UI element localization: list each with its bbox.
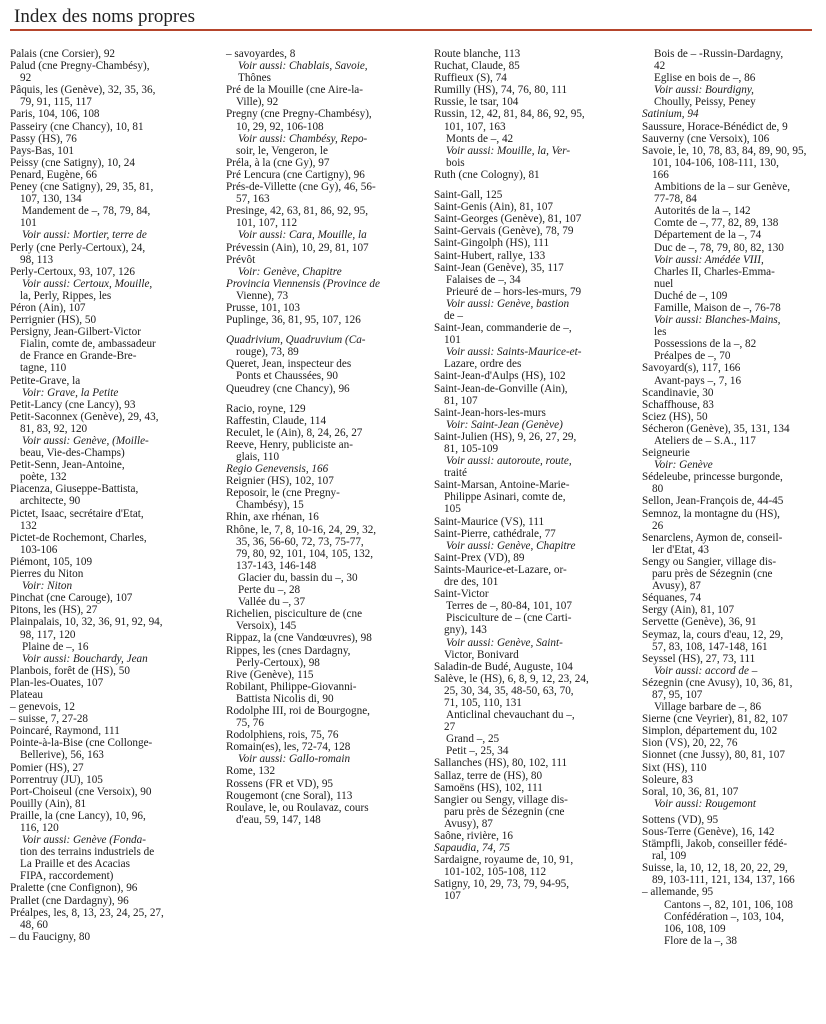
index-entry: Sangier ou Sengy, village dis- — [434, 793, 568, 806]
index-entry-continuation: Eglise en bois de –, 86 — [654, 72, 756, 85]
index-entry: Raffestin, Claude, 114 — [226, 414, 327, 427]
index-entry: Reeve, Henry, publiciste an- — [226, 438, 353, 451]
index-entry-continuation: 101 — [20, 217, 37, 230]
index-entry: Pinchat (cne Carouge), 107 — [10, 592, 133, 605]
index-entry: Piémont, 105, 109 — [10, 555, 93, 568]
index-entry: Simplon, département du, 102 — [642, 725, 778, 738]
index-entry-continuation: 137-143, 146-148 — [236, 559, 317, 572]
index-entry: Saladin-de Budé, Auguste, 104 — [434, 660, 573, 673]
index-entry-continuation: Cantons –, 82, 101, 106, 108 — [664, 898, 793, 911]
index-entry-continuation: Voir aussi: Genève, bastion — [446, 297, 570, 310]
index-entry: Saints-Maurice-et-Lazare, or- — [434, 563, 567, 576]
index-entry-continuation: Monts de –, 42 — [446, 132, 514, 145]
index-entry: Palais (cne Corsier), 92 — [10, 48, 116, 60]
index-entry: Sottens (VD), 95 — [642, 813, 719, 826]
index-entry-continuation: 57, 83, 108, 147-148, 161 — [652, 640, 768, 653]
index-entry: Savoyard(s), 117, 166 — [642, 362, 741, 375]
index-entry: Stämpfli, Jakob, conseiller fédé- — [642, 838, 788, 851]
index-entry-continuation: Glacier du, bassin du –, 30 — [238, 571, 358, 584]
index-entry: Richelien, pisciculture de (cne — [226, 608, 363, 621]
index-entry: Pâquis, les (Genève), 32, 35, 36, — [10, 84, 156, 97]
index-entry-continuation: Choully, Peissy, Peney — [654, 96, 756, 109]
index-entry: Pré de la Mouille (cne Aire-la- — [226, 84, 363, 97]
index-entry-continuation: Voir aussi: Genève, (Moille- — [22, 435, 149, 447]
index-entry: Pouilly (Ain), 81 — [10, 797, 87, 810]
index-entry-continuation: 87, 95, 107 — [652, 688, 703, 701]
index-entry-continuation: 166 — [652, 168, 669, 181]
index-entry: Sionnet (cne Jussy), 80, 81, 107 — [642, 749, 785, 762]
index-entry: – allemande, 95 — [642, 886, 714, 899]
index-entry-continuation: Terres de –, 80-84, 101, 107 — [446, 600, 572, 613]
index-entry: Saône, rivière, 16 — [434, 830, 513, 842]
index-entry: Samoëns (HS), 102, 111 — [434, 781, 543, 794]
index-entry-continuation: 92 — [20, 72, 32, 85]
index-entry: Provincia Viennensis (Province de — [226, 277, 380, 290]
index-entry-continuation: 81, 107 — [444, 394, 478, 407]
index-entry-continuation: Chambésy), 15 — [236, 499, 304, 512]
index-entry: Saussure, Horace-Bénédict de, 9 — [642, 120, 788, 133]
index-entry: Saint-Maurice (VS), 111 — [434, 515, 545, 528]
index-entry: Piacenza, Giuseppe-Battista, — [10, 483, 139, 496]
index-entry: Pré Lencura (cne Cartigny), 96 — [226, 168, 365, 181]
index-entry: Planbois, forêt de (HS), 50 — [10, 664, 130, 677]
index-entry-continuation: 71, 105, 110, 131 — [444, 696, 522, 709]
index-entry-continuation: Ponts et Chaussées, 90 — [236, 370, 338, 383]
index-entry: Prévôt — [226, 253, 256, 266]
index-entry-continuation: Voir: Niton — [22, 580, 73, 593]
index-entry-continuation: Voir aussi: Rougemont — [654, 797, 756, 810]
index-entry-continuation: bois — [446, 156, 465, 169]
index-entry: Queret, Jean, inspecteur des — [226, 358, 352, 371]
index-entry-continuation: Duché de –, 109 — [654, 289, 728, 302]
index-entry-continuation: 98, 117, 120 — [20, 628, 76, 641]
index-entry: Suisse, la, 10, 12, 18, 20, 22, 29, — [642, 862, 788, 875]
index-entry-continuation: Voir: Genève — [654, 459, 713, 472]
index-entry-continuation: Fialin, comte de, ambassadeur — [20, 338, 156, 351]
index-entry: Sierne (cne Veyrier), 81, 82, 107 — [642, 713, 788, 726]
index-entry: Saint-Julien (HS), 9, 26, 27, 29, — [434, 430, 577, 443]
index-entry: Petit-Lancy (cne Lancy), 93 — [10, 398, 136, 411]
index-entry: Sallanches (HS), 80, 102, 111 — [434, 757, 568, 770]
index-entry: Plan-les-Ouates, 107 — [10, 676, 104, 689]
index-entry-continuation: Voir aussi: Bouchardy, Jean — [22, 652, 148, 665]
index-entry-continuation: Bellerive), 56, 163 — [20, 749, 104, 762]
index-entry: Roulave, le, ou Roulavaz, cours — [226, 801, 369, 814]
index-entry-continuation: Grand –, 25 — [446, 733, 500, 746]
index-entry-continuation: 106, 108, 109 — [664, 922, 726, 935]
index-entry-continuation: Voir aussi: Genève (Fonda- — [22, 834, 146, 847]
index-entry: Saint-Jean-d'Aulps (HS), 102 — [434, 370, 566, 383]
index-entry: Presinge, 42, 63, 81, 86, 92, 95, — [226, 205, 369, 218]
index-entry: Saint-Jean-de-Gonville (Ain), — [434, 382, 568, 395]
index-entry-continuation: Voir aussi: Cara, Mouille, la — [238, 229, 367, 242]
index-entry: Salève, le (HS), 6, 8, 9, 12, 23, 24, — [434, 672, 589, 685]
index-entry: Saint-Jean, commanderie de –, — [434, 322, 572, 335]
index-entry: Paris, 104, 106, 108 — [10, 108, 100, 121]
index-entry: Pictet-de Rochemont, Charles, — [10, 531, 147, 544]
index-entry: Rougemont (cne Soral), 113 — [226, 789, 353, 802]
index-entry-continuation: ler d'Etat, 43 — [652, 543, 710, 556]
index-entry-continuation: Avusy), 87 — [444, 817, 493, 830]
index-entry-continuation: Battista Nicolis di, 90 — [236, 692, 334, 705]
index-spacer — [434, 181, 632, 189]
index-entry: Sixt (HS), 110 — [642, 761, 707, 774]
title-rule — [10, 29, 812, 31]
index-entry: Seigneurie — [642, 447, 690, 460]
index-entry-continuation: Possessions de la –, 82 — [654, 338, 757, 351]
index-entry: Sellon, Jean-François de, 44-45 — [642, 495, 784, 508]
index-entry: Praille, la (cne Lancy), 10, 96, — [10, 809, 146, 822]
index-entry: Séquanes, 74 — [642, 592, 702, 605]
index-entry-continuation: dre des, 101 — [444, 576, 499, 589]
index-entry-continuation: Ateliers de – S.A., 117 — [654, 435, 756, 447]
index-entry: Sédeleube, princesse burgonde, — [642, 471, 783, 484]
index-entry: Saint-Victor — [434, 588, 489, 601]
index-entry: Saint-Gervais (Genève), 78, 79 — [434, 225, 574, 238]
index-entry: Soral, 10, 36, 81, 107 — [642, 785, 739, 798]
index-entry-continuation: La Praille et des Acacias — [20, 858, 130, 871]
index-entry: Penard, Eugène, 66 — [10, 168, 97, 181]
index-entry-continuation: les — [654, 326, 667, 339]
index-entry: Ruchat, Claude, 85 — [434, 60, 520, 73]
index-entry: Sion (VS), 20, 22, 76 — [642, 737, 738, 750]
index-entry: Péron (Ain), 107 — [10, 301, 86, 314]
index-entry-continuation: Flore de la –, 38 — [664, 934, 738, 947]
index-entry-continuation: de – — [444, 309, 463, 322]
index-entry: Prés-de-Villette (cne Gy), 46, 56- — [226, 181, 376, 194]
index-entry-continuation: Mandement de –, 78, 79, 84, — [22, 205, 151, 218]
index-entry: Pierres du Niton — [10, 568, 84, 581]
index-entry: Sengy ou Sangier, village dis- — [642, 555, 777, 568]
index-entry-continuation: Préalpes de –, 70 — [654, 350, 731, 363]
index-entry: Perly (cne Perly-Certoux), 24, — [10, 241, 146, 254]
index-entry-continuation: Charles II, Charles-Emma- — [654, 265, 775, 278]
index-entry: Satinium, 94 — [642, 108, 699, 121]
index-entry: Saint-Jean (Genève), 35, 117 — [434, 261, 564, 274]
index-entry: Sous-Terre (Genève), 16, 142 — [642, 826, 775, 838]
index-entry: Palud (cne Pregny-Chambésy), — [10, 60, 150, 73]
index-entry-continuation: traité — [444, 467, 467, 480]
index-entry-continuation: Département de la –, 74 — [654, 229, 762, 242]
index-entry: Pays-Bas, 101 — [10, 144, 75, 157]
index-entry: Rome, 132 — [226, 765, 276, 778]
index-entry-continuation: gny), 143 — [444, 624, 487, 637]
index-entry-continuation: 89, 103-111, 121, 134, 137, 166 — [652, 874, 795, 887]
index-entry: Route blanche, 113 — [434, 48, 521, 60]
index-entry: Robilant, Philippe-Giovanni- — [226, 680, 357, 693]
index-entry: Saint-Pierre, cathédrale, 77 — [434, 527, 556, 540]
index-entry: Reignier (HS), 102, 107 — [226, 475, 334, 488]
index-column-1 — [10, 48, 208, 943]
index-entry: Sardaigne, royaume de, 10, 91, — [434, 854, 574, 867]
index-entry: Rippes, les (cnes Dardagny, — [226, 644, 351, 657]
index-entry: Racio, royne, 129 — [226, 402, 306, 415]
index-entry-continuation: Voir aussi: Chablais, Savoie, — [238, 60, 368, 73]
index-entry: Rodolphe III, roi de Bourgogne, — [226, 704, 370, 717]
index-entry: Reposoir, le (cne Pregny- — [226, 487, 340, 500]
index-entry: Schaffhouse, 83 — [642, 398, 714, 411]
index-entry: Pregny (cne Pregny-Chambésy), — [226, 108, 372, 121]
index-entry: Rossens (FR et VD), 95 — [226, 777, 334, 790]
index-entry-continuation: 116, 120 — [20, 822, 59, 834]
index-entry-continuation: tion des terrains industriels de — [20, 846, 155, 859]
index-entry: Passy (HS), 76 — [10, 132, 77, 145]
index-entry: Sergy (Ain), 81, 107 — [642, 604, 735, 617]
index-entry-continuation: 57, 163 — [236, 193, 270, 206]
index-entry-continuation: 105 — [444, 503, 461, 516]
index-entry: Port-Choiseul (cne Versoix), 90 — [10, 785, 152, 798]
index-entry: Prusse, 101, 103 — [226, 301, 300, 314]
index-entry-continuation: 75, 76 — [236, 717, 264, 730]
index-entry: Puplinge, 36, 81, 95, 107, 126 — [226, 314, 361, 327]
index-entry-continuation: Ambitions de la – sur Genève, — [654, 181, 791, 194]
index-entry-continuation: 101 — [444, 334, 461, 347]
index-entry-continuation: Pisciculture de – (cne Carti- — [446, 612, 572, 625]
index-entry: Senarclens, Aymon de, conseil- — [642, 531, 783, 544]
index-entry: Reculet, le (Ain), 8, 24, 26, 27 — [226, 426, 363, 439]
index-entry-continuation: Falaises de –, 34 — [446, 273, 521, 286]
index-entry-continuation: 80 — [652, 483, 664, 496]
index-entry-continuation: Village barbare de –, 86 — [654, 701, 762, 714]
index-entry: Persigny, Jean-Gilbert-Victor — [10, 326, 141, 339]
index-entry: Préla, à la (cne Gy), 97 — [226, 156, 330, 169]
index-entry: Sauverny (cne Versoix), 106 — [642, 132, 770, 145]
index-entry: Scandinavie, 30 — [642, 386, 714, 399]
index-entry: Pointe-à-la-Bise (cne Collonge- — [10, 737, 153, 750]
index-entry: Pitons, les (HS), 27 — [10, 604, 98, 617]
index-entry-continuation: 79, 80, 92, 101, 104, 105, 132, — [236, 547, 374, 560]
index-entry: Seyssel (HS), 27, 73, 111 — [642, 652, 756, 665]
index-entry: – genevois, 12 — [10, 701, 75, 714]
index-entry: Ruth (cne Cologny), 81 — [434, 168, 540, 181]
index-entry-continuation: Prieuré de – hors-les-murs, 79 — [446, 285, 582, 298]
index-entry-continuation: Bois de – -Russin-Dardagny, — [654, 48, 784, 60]
index-entry: Regio Genevensis, 166 — [226, 463, 329, 476]
index-entry: Saint-Gall, 125 — [434, 189, 503, 202]
index-entry: Petite-Grave, la — [10, 374, 81, 387]
index-entry: Préalpes, les, 8, 13, 23, 24, 25, 27, — [10, 906, 164, 919]
index-entry: Rodolphiens, rois, 75, 76 — [226, 729, 339, 742]
index-entry-continuation: 101-102, 105-108, 112 — [444, 866, 547, 879]
index-entry-continuation: 107 — [444, 890, 461, 903]
index-entry: Queudrey (cne Chancy), 96 — [226, 382, 350, 395]
index-entry-continuation: Perte du –, 28 — [238, 584, 301, 597]
index-entry: Sézegnin (cne Avusy), 10, 36, 81, — [642, 676, 793, 689]
index-spacer — [226, 395, 424, 403]
index-entry-continuation: Voir aussi: Mortier, terre de — [22, 229, 147, 242]
index-column-2 — [226, 48, 424, 826]
index-entry: Saint-Georges (Genève), 81, 107 — [434, 213, 582, 226]
index-entry-continuation: Plaine de –, 16 — [22, 640, 89, 653]
index-entry: Rippaz, la (cne Vandœuvres), 98 — [226, 632, 372, 645]
index-entry: Perrignier (HS), 50 — [10, 314, 97, 327]
index-entry-continuation: Voir aussi: Chambésy, Repo- — [238, 132, 368, 145]
index-entry: Porrentruy (JU), 105 — [10, 773, 103, 786]
index-entry-continuation: 10, 29, 92, 106-108 — [236, 120, 324, 133]
index-entry-continuation: Lazare, ordre des — [444, 358, 522, 371]
index-entry-continuation: 25, 30, 34, 35, 48-50, 63, 70, — [444, 684, 574, 697]
index-entry: Peney (cne Satigny), 29, 35, 81, — [10, 181, 154, 194]
index-entry: Pralette (cne Confignon), 96 — [10, 882, 138, 895]
index-column-4 — [642, 48, 818, 947]
index-entry-continuation: Philippe Asinari, comte de, — [444, 491, 566, 504]
index-entry-continuation: Voir aussi: accord de – — [654, 664, 758, 677]
index-entry: Rhône, le, 7, 8, 10-16, 24, 29, 32, — [226, 523, 377, 536]
index-entry: Prallet (cne Dardagny), 96 — [10, 894, 129, 907]
index-entry-continuation: Voir aussi: Genève, Chapitre — [446, 539, 576, 552]
index-column-3 — [434, 48, 632, 903]
index-entry-continuation: la, Perly, Rippes, les — [20, 289, 112, 302]
index-entry-continuation: 101, 104-106, 108-111, 130, — [652, 156, 779, 169]
index-entry-continuation: Thônes — [238, 72, 271, 85]
index-entry-continuation: rouge), 73, 89 — [236, 346, 299, 359]
index-entry: – suisse, 7, 27-28 — [10, 713, 89, 726]
index-entry-continuation: Vienne), 73 — [236, 289, 289, 302]
index-entry-continuation: soir, le, Vengeron, le — [236, 144, 328, 157]
index-entry-continuation: Famille, Maison de –, 76-78 — [654, 301, 781, 314]
index-entry: – savoyardes, 8 — [226, 48, 296, 60]
index-entry-continuation: 42 — [654, 60, 666, 73]
index-entry-continuation: Voir aussi: Amédée VIII, — [654, 253, 764, 266]
index-entry-continuation: Anticlinal chevauchant du –, — [446, 709, 575, 722]
index-entry: Romain(es), les, 72-74, 128 — [226, 741, 351, 754]
index-entry-continuation: Ville), 92 — [236, 96, 279, 109]
index-entry: Saint-Marsan, Antoine-Marie- — [434, 479, 570, 492]
index-entry-continuation: 79, 91, 115, 117 — [20, 96, 92, 109]
index-entry-continuation: Voir aussi: Certoux, Mouille, — [22, 277, 153, 290]
index-entry: Servette (Genève), 36, 91 — [642, 616, 757, 629]
index-entry-continuation: glais, 110 — [236, 451, 280, 463]
index-entry: Prévessin (Ain), 10, 29, 81, 107 — [226, 241, 369, 254]
index-entry: Pictet, Isaac, secrétaire d'Etat, — [10, 507, 144, 520]
page-title: Index des noms propres — [14, 6, 195, 27]
index-entry-continuation: Voir aussi: autoroute, route, — [446, 455, 572, 468]
index-entry-continuation: Duc de –, 78, 79, 80, 82, 130 — [654, 241, 784, 254]
index-entry: – du Faucigny, 80 — [10, 930, 91, 943]
index-entry-continuation: FIPA, raccordement) — [20, 870, 114, 883]
index-entry-continuation: 101, 107, 112 — [236, 217, 298, 230]
index-entry-continuation: 98, 113 — [20, 253, 54, 266]
index-entry: Saint-Gingolph (HS), 111 — [434, 237, 550, 250]
index-entry-continuation: Autorités de la –, 142 — [654, 205, 751, 218]
index-entry: Rive (Genève), 115 — [226, 668, 314, 681]
index-entry: Rhin, axe rhénan, 16 — [226, 511, 319, 524]
index-entry: Quadrivium, Quadruvium (Ca- — [226, 334, 366, 347]
index-entry: Peissy (cne Satigny), 10, 24 — [10, 156, 135, 169]
index-entry: Satigny, 10, 29, 73, 79, 94-95, — [434, 878, 570, 891]
index-entry: Ruffieux (S), 74 — [434, 72, 507, 85]
index-entry: Saint-Prex (VD), 89 — [434, 551, 525, 564]
index-entry-continuation: 103-106 — [20, 543, 58, 556]
index-entry: Sapaudia, 74, 75 — [434, 842, 510, 855]
index-entry: Plateau — [10, 688, 43, 701]
index-entry-continuation: 132 — [20, 519, 37, 532]
index-entry-continuation: Voir: Saint-Jean (Genève) — [446, 418, 563, 431]
index-entry-continuation: Voir: Genève, Chapitre — [238, 265, 342, 278]
index-entry-continuation: Voir aussi: Bourdigny, — [654, 84, 754, 97]
index-entry: Sallaz, terre de (HS), 80 — [434, 769, 543, 782]
index-entry: Petit-Saconnex (Genève), 29, 43, — [10, 410, 159, 423]
index-entry-continuation: d'eau, 59, 147, 148 — [236, 813, 321, 826]
index-entry-continuation: Avusy), 87 — [652, 580, 701, 593]
index-entry-continuation: 27 — [444, 721, 456, 734]
index-entry: Saint-Hubert, rallye, 133 — [434, 249, 546, 262]
index-entry-continuation: Voir: Grave, la Petite — [22, 386, 119, 399]
index-entry: Saint-Genis (Ain), 81, 107 — [434, 201, 554, 214]
index-entry: Poincaré, Raymond, 111 — [10, 725, 120, 738]
index-entry-continuation: 107, 130, 134 — [20, 193, 82, 206]
index-entry: Petit-Senn, Jean-Antoine, — [10, 459, 125, 472]
index-entry-continuation: Victor, Bonivard — [444, 648, 519, 661]
index-entry-continuation: 81, 105-109 — [444, 443, 499, 455]
index-entry-continuation: beau, Vie-des-Champs) — [20, 447, 125, 460]
index-entry: Plainpalais, 10, 32, 36, 91, 92, 94, — [10, 616, 163, 629]
index-entry-continuation: Voir aussi: Genève, Saint- — [446, 636, 563, 649]
index-entry-continuation: 101, 107, 163 — [444, 120, 506, 133]
index-entry: Semnoz, la montagne du (HS), — [642, 507, 780, 520]
index-entry-continuation: tagne, 110 — [20, 362, 67, 375]
index-entry: Rumilly (HS), 74, 76, 80, 111 — [434, 84, 568, 97]
index-entry-continuation: Perly-Certoux), 98 — [236, 656, 320, 669]
index-entry: Russin, 12, 42, 81, 84, 86, 92, 95, — [434, 108, 585, 121]
index-entry-continuation: paru près de Sézegnin (cne — [444, 805, 565, 818]
index-entry-continuation: Vallée du –, 37 — [238, 596, 306, 609]
index-entry: Sécheron (Genève), 35, 131, 134 — [642, 422, 790, 435]
index-entry-continuation: Avant-pays –, 7, 16 — [654, 374, 742, 387]
index-entry: Seymaz, la, cours d'eau, 12, 29, — [642, 628, 784, 641]
index-entry-continuation: Voir aussi: Blanches-Mains, — [654, 314, 781, 327]
index-entry: Perly-Certoux, 93, 107, 126 — [10, 265, 135, 278]
index-entry: Passeiry (cne Chancy), 10, 81 — [10, 120, 144, 133]
index-entry-continuation: Confédération –, 103, 104, — [664, 910, 784, 923]
index-entry-continuation: Comte de –, 77, 82, 89, 138 — [654, 217, 779, 230]
index-entry-continuation: 77-78, 84 — [654, 193, 697, 206]
index-entry: Russie, le tsar, 104 — [434, 96, 519, 109]
index-entry-continuation: 81, 83, 92, 120 — [20, 422, 88, 435]
index-entry-continuation: poète, 132 — [20, 471, 67, 484]
index-entry: Saint-Jean-hors-les-murs — [434, 406, 546, 419]
index-entry: Soleure, 83 — [642, 773, 693, 786]
index-entry-continuation: 26 — [652, 519, 664, 532]
index-spacer — [226, 326, 424, 334]
index-entry-continuation: ral, 109 — [652, 850, 687, 863]
index-entry-continuation: nuel — [654, 277, 674, 290]
index-entry-continuation: 35, 36, 56-60, 72, 73, 75-77, — [236, 535, 364, 548]
index-entry: Sciez (HS), 50 — [642, 410, 708, 423]
index-entry-continuation: Petit –, 25, 34 — [446, 745, 509, 758]
index-entry-continuation: de France en Grande-Bre- — [20, 350, 137, 363]
index-entry-continuation: architecte, 90 — [20, 495, 81, 508]
index-entry: Pomier (HS), 27 — [10, 761, 84, 774]
index-entry-continuation: Voir aussi: Mouille, la, Ver- — [446, 144, 571, 157]
index-entry-continuation: Versoix), 145 — [236, 620, 297, 633]
index-entry: Savoie, le, 10, 78, 83, 84, 89, 90, 95, — [642, 144, 807, 157]
index-entry-continuation: paru près de Sézegnin (cne — [652, 568, 773, 581]
index-entry-continuation: Voir aussi: Saints-Maurice-et- — [446, 346, 582, 359]
index-entry-continuation: 48, 60 — [20, 918, 48, 931]
index-entry-continuation: Voir aussi: Gallo-romain — [238, 753, 351, 766]
